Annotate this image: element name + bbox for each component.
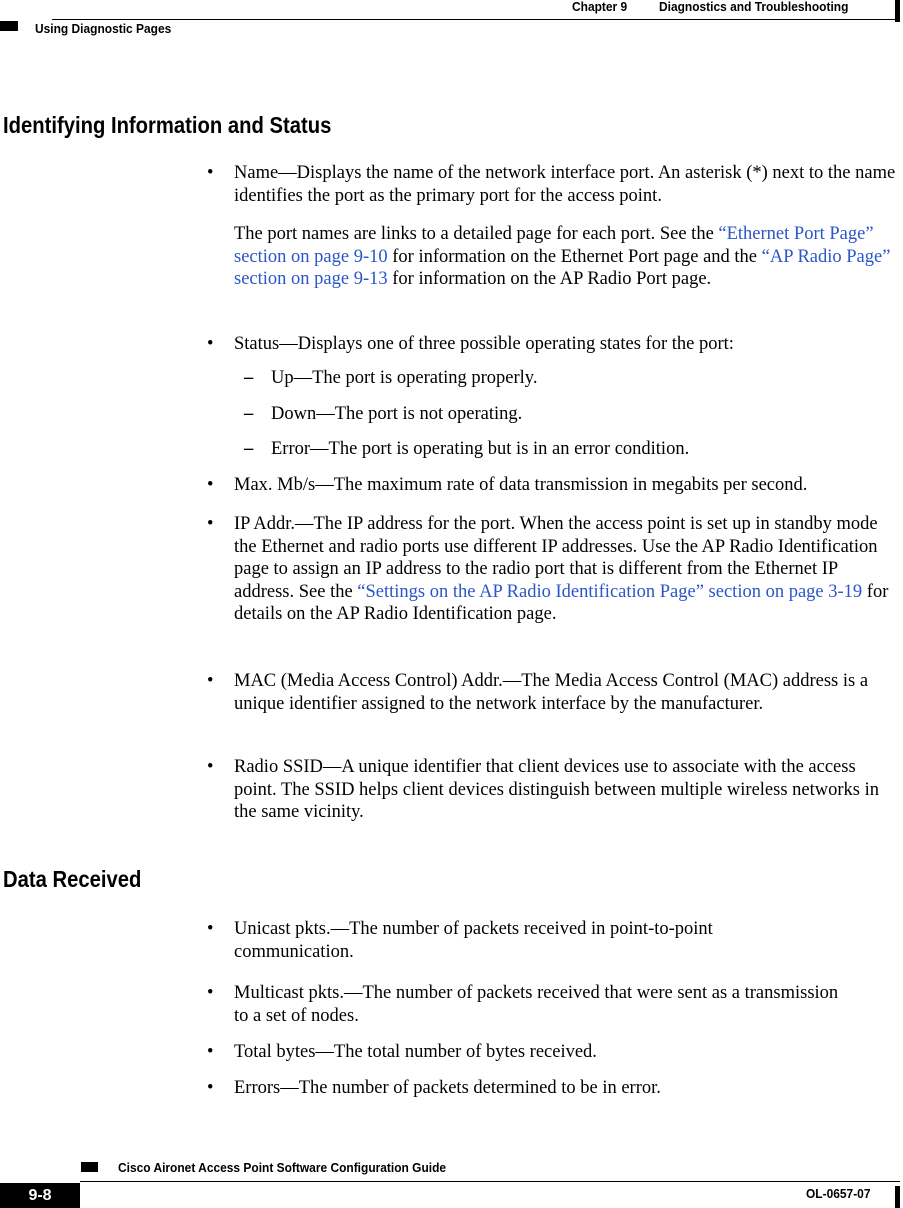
ip-text-a: IP Addr.—The IP address for the port. When the access point is set up in standby mode the Ethernet and radio ports use different IP addresses. Use the AP Radio Identification page to assign an IP address to the radio port that is different from the Ethernet IP address. See the [234, 514, 878, 602]
dash-glyph: – [244, 439, 254, 459]
heading-identifying: Identifying Information and Status [3, 112, 332, 138]
subitem-down: Down—The port is not operating. [271, 404, 523, 424]
item-mac-addr: MAC (Media Access Control) Addr.—The Media Access Control (MAC) address is a unique identifier assigned to the network interface by the manufacturer. [234, 671, 869, 714]
item-ip-addr [234, 513, 900, 626]
item-max-rate: Max. Mb/s—The maximum rate of data transmission in megabits per second. [234, 475, 808, 495]
bullet-glyph: • [207, 983, 214, 1003]
bullet-glyph: • [207, 163, 214, 183]
header-rule [52, 19, 900, 20]
name-detail-text-c: for information on the AP Radio Port page. [387, 269, 712, 289]
header-chapter-title: Diagnostics and Troubleshooting [659, 0, 849, 14]
bullet-glyph: • [207, 334, 214, 354]
link-ethernet-port-page[interactable]: “Ethernet Port Page” section on page 9-10 [234, 224, 874, 267]
footer-rule [80, 1181, 900, 1182]
bullet-glyph: • [207, 757, 214, 777]
header-section: Using Diagnostic Pages [35, 21, 172, 36]
footer-mark [81, 1162, 98, 1172]
page-number: 9-8 [0, 1183, 80, 1208]
name-detail-text-b: for information on the Ethernet Port page and the [387, 246, 762, 267]
item-name-detail [234, 223, 900, 291]
header-chapter: Chapter 9 [572, 0, 628, 14]
link-ap-radio-identification[interactable]: “Settings on the AP Radio Identification Page” section on page 3-19 [357, 581, 863, 602]
item-radio-ssid: Radio SSID—A unique identifier that client devices use to associate with the access point. The SSID helps client devices distinguish between multiple wireless networks in the same vicinity. [234, 757, 880, 822]
footer-tab-mark [895, 1186, 900, 1208]
name-detail-text-a: The port names are links to a detailed page for each port. See the [234, 224, 719, 244]
ip-text-b: for details on the AP Radio Identification page. [234, 581, 889, 624]
item-multicast: Multicast pkts.—The number of packets received that were sent as a transmission to a set of nodes. [234, 983, 839, 1026]
bullet-glyph: • [207, 514, 214, 534]
link-ap-radio-page[interactable]: “AP Radio Page” section on page 9-13 [234, 246, 891, 289]
footer-guide-title: Cisco Aironet Access Point Software Configuration Guide [118, 1160, 447, 1175]
bullet-glyph: • [207, 1078, 214, 1098]
item-unicast: Unicast pkts.—The number of packets received in point-to-point communication. [234, 919, 713, 962]
heading-data-received: Data Received [3, 866, 142, 892]
header-section-mark [0, 21, 18, 31]
item-status: Status—Displays one of three possible operating states for the port: [234, 334, 734, 354]
footer-doc-number: OL-0657-07 [806, 1186, 871, 1201]
item-errors: Errors—The number of packets determined to be in error. [234, 1078, 661, 1098]
item-name: Name—Displays the name of the network interface port. An asterisk (*) next to the name identifies the port as the primary port for the access point. [234, 163, 896, 206]
bullet-glyph: • [207, 1042, 214, 1062]
subitem-error: Error—The port is operating but is in an error condition. [271, 439, 690, 459]
subitem-up: Up—The port is operating properly. [271, 368, 538, 388]
dash-glyph: – [244, 368, 254, 388]
item-total-bytes: Total bytes—The total number of bytes received. [234, 1042, 597, 1062]
bullet-glyph: • [207, 671, 214, 691]
bullet-glyph: • [207, 919, 214, 939]
dash-glyph: – [244, 404, 254, 424]
bullet-glyph: • [207, 475, 214, 495]
